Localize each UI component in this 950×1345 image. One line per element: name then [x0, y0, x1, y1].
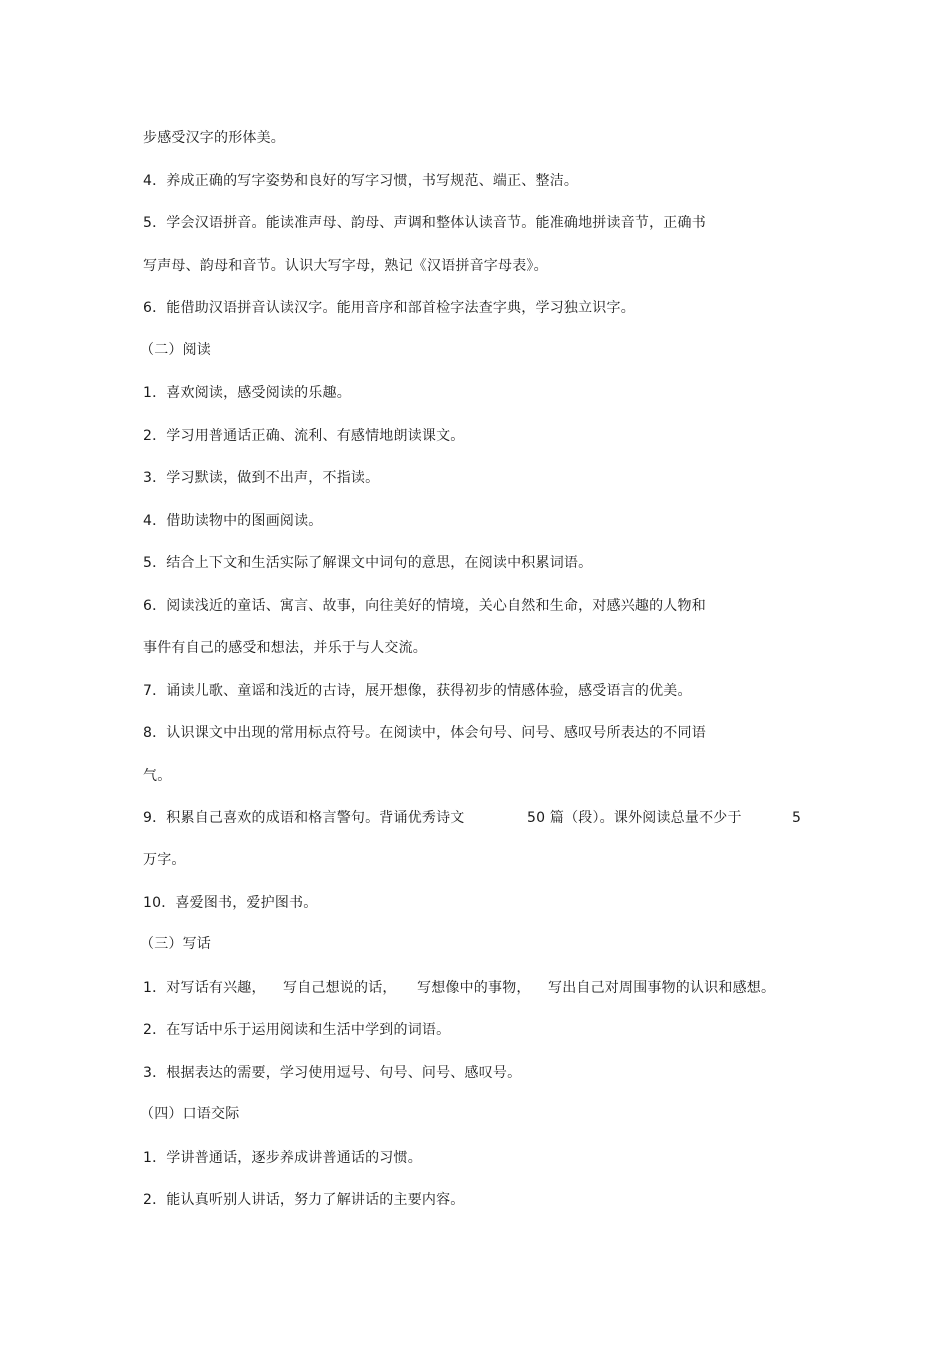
list-item: 3．学习默读，做到不出声，不指读。: [143, 470, 380, 486]
list-item-continued: 写自己想说的话，: [283, 980, 397, 996]
list-item: 2．学习用普通话正确、流利、有感情地朗读课文。: [143, 428, 465, 444]
text-line: 事件有自己的感受和想法，并乐于与人交流。: [143, 640, 427, 656]
text-line: 万字。: [143, 852, 186, 868]
section-heading-oral: （四）口语交际: [140, 1106, 240, 1122]
list-item: 8．认识课文中出现的常用标点符号。在阅读中，体会句号、问号、感叹号所表达的不同语: [143, 725, 706, 741]
list-item: 1．学讲普通话，逐步养成讲普通话的习惯。: [143, 1150, 422, 1166]
list-item: 1．对写话有兴趣，: [143, 980, 266, 996]
list-item-continued: 50 篇（段）。课外阅读总量不少于: [527, 810, 742, 826]
list-item: 7．诵读儿歌、童谣和浅近的古诗，展开想像，获得初步的情感体验，感受语言的优美。: [143, 683, 692, 699]
list-item: 9．积累自己喜欢的成语和格言警句。背诵优秀诗文: [143, 810, 465, 826]
text-line: 步感受汉字的形体美。: [143, 130, 285, 146]
list-item: 10．喜爱图书，爱护图书。: [143, 895, 318, 911]
text-line: 写声母、韵母和音节。认识大写字母，熟记《汉语拼音字母表》。: [143, 258, 548, 274]
text-line: 气。: [143, 768, 172, 784]
list-item-continued: 5: [792, 810, 802, 826]
section-heading-reading: （二）阅读: [140, 342, 211, 358]
list-item: 1．喜欢阅读，感受阅读的乐趣。: [143, 385, 351, 401]
list-item: 4．养成正确的写字姿势和良好的写字习惯，书写规范、端正、整洁。: [143, 173, 579, 189]
list-item: 6．阅读浅近的童话、寓言、故事，向往美好的情境，关心自然和生命，对感兴趣的人物和: [143, 598, 706, 614]
list-item: 5．学会汉语拼音。能读准声母、韵母、声调和整体认读音节。能准确地拼读音节，正确书: [143, 215, 706, 231]
list-item: 6．能借助汉语拼音认读汉字。能用音序和部首检字法查字典，学习独立识字。: [143, 300, 635, 316]
list-item: 4．借助读物中的图画阅读。: [143, 513, 323, 529]
list-item-continued: 写想像中的事物，: [417, 980, 531, 996]
list-item: 3．根据表达的需要，学习使用逗号、句号、问号、感叹号。: [143, 1065, 522, 1081]
list-item: 2．在写话中乐于运用阅读和生活中学到的词语。: [143, 1022, 451, 1038]
list-item: 2．能认真听别人讲话，努力了解讲话的主要内容。: [143, 1192, 465, 1208]
section-heading-writing: （三）写话: [140, 936, 211, 952]
list-item: 5．结合上下文和生活实际了解课文中词句的意思，在阅读中积累词语。: [143, 555, 593, 571]
list-item-continued: 写出自己对周围事物的认识和感想。: [548, 980, 776, 996]
